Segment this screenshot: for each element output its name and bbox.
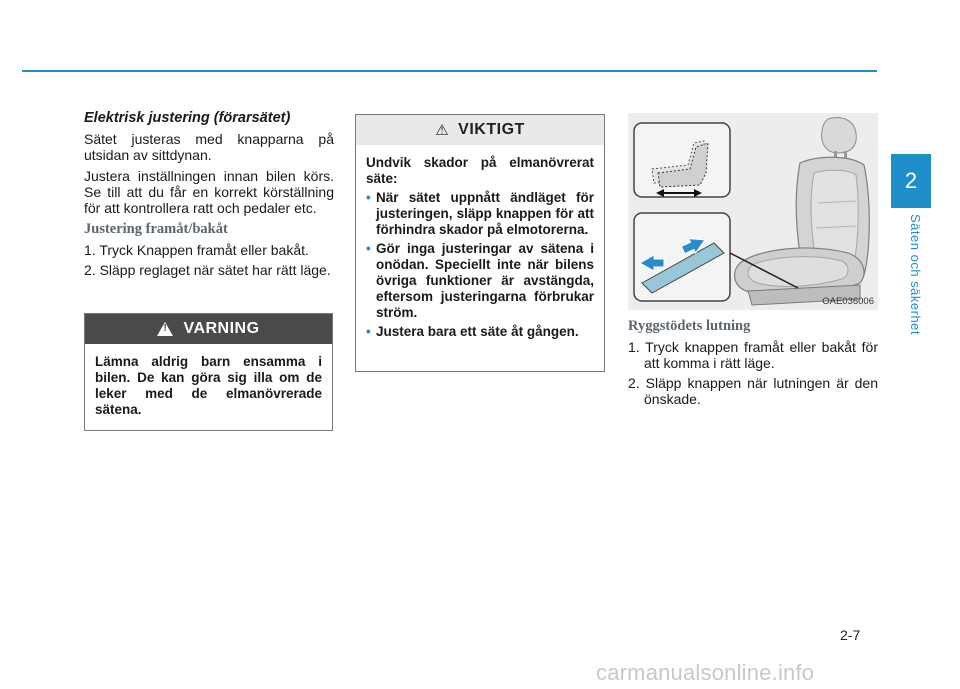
paragraph: Sätet justeras med knapparna på utsidan av sittdynan. [84, 131, 334, 163]
notice-box-header [356, 115, 604, 145]
chapter-number-tab: 2 [891, 154, 931, 208]
chapter-title: Säten och säkerhet [908, 214, 923, 336]
column-right [628, 315, 878, 411]
subheading: Justering framåt/bakåt [84, 221, 228, 237]
list-item: 2. Släpp reglaget när sätet har rätt läge. [84, 262, 331, 278]
notice-intro: Undvik skador på elmanövrerat säte: [366, 155, 594, 186]
list-item: 2. Släpp knappen när lutningen är den önskade. [628, 375, 878, 407]
list-item: 1. Tryck knappen framåt eller bakåt för att komma i rätt läge. [628, 339, 878, 371]
warning-title: VARNING [183, 320, 260, 337]
paragraph: Justera inställningen innan bilen körs. Se till att du får en korrekt körställning för att kontrollera ratt och pedaler etc. [84, 168, 334, 216]
notice-box [355, 114, 605, 372]
notice-triangle-icon: ⚠ [435, 122, 450, 139]
warning-triangle-icon [157, 322, 173, 336]
warning-box [84, 313, 333, 431]
step-list [628, 339, 878, 407]
list-item: 1. Tryck Knappen framåt eller bakåt. [84, 242, 309, 258]
list-item: • När sätet uppnått ändläget för justeringen, släpp knappen för att förhindra skador på elmotorerna. [366, 190, 594, 238]
power-seat-figure [628, 113, 878, 310]
page-number: 2-7 [840, 627, 861, 643]
warning-text: Lämna aldrig barn ensamma i bilen. De kan göra sig illa om de leker med de elmanövrerade sätena. [95, 354, 322, 417]
notice-bullets [366, 190, 594, 340]
list-item: • Justera bara ett säte åt gången. [366, 324, 594, 340]
notice-body [356, 145, 604, 351]
figure-code: OAE036006 [822, 296, 874, 307]
column-left [84, 110, 334, 282]
header-rule [22, 70, 877, 72]
subheading: Ryggstödets lutning [628, 318, 751, 334]
step-list [84, 242, 334, 278]
power-seat-illustration-icon [628, 113, 878, 310]
section-heading: Elektrisk justering (förarsätet) [84, 110, 291, 126]
list-item: • Gör inga justeringar av sätena i onödan. Speciellt inte när bilens övriga funktioner är avstängda, eftersom justeringarna förbrukar ström. [366, 241, 594, 321]
watermark: carmanualsonline.info [596, 660, 815, 685]
notice-title: VIKTIGT [458, 121, 525, 138]
warning-box-header [85, 314, 332, 344]
